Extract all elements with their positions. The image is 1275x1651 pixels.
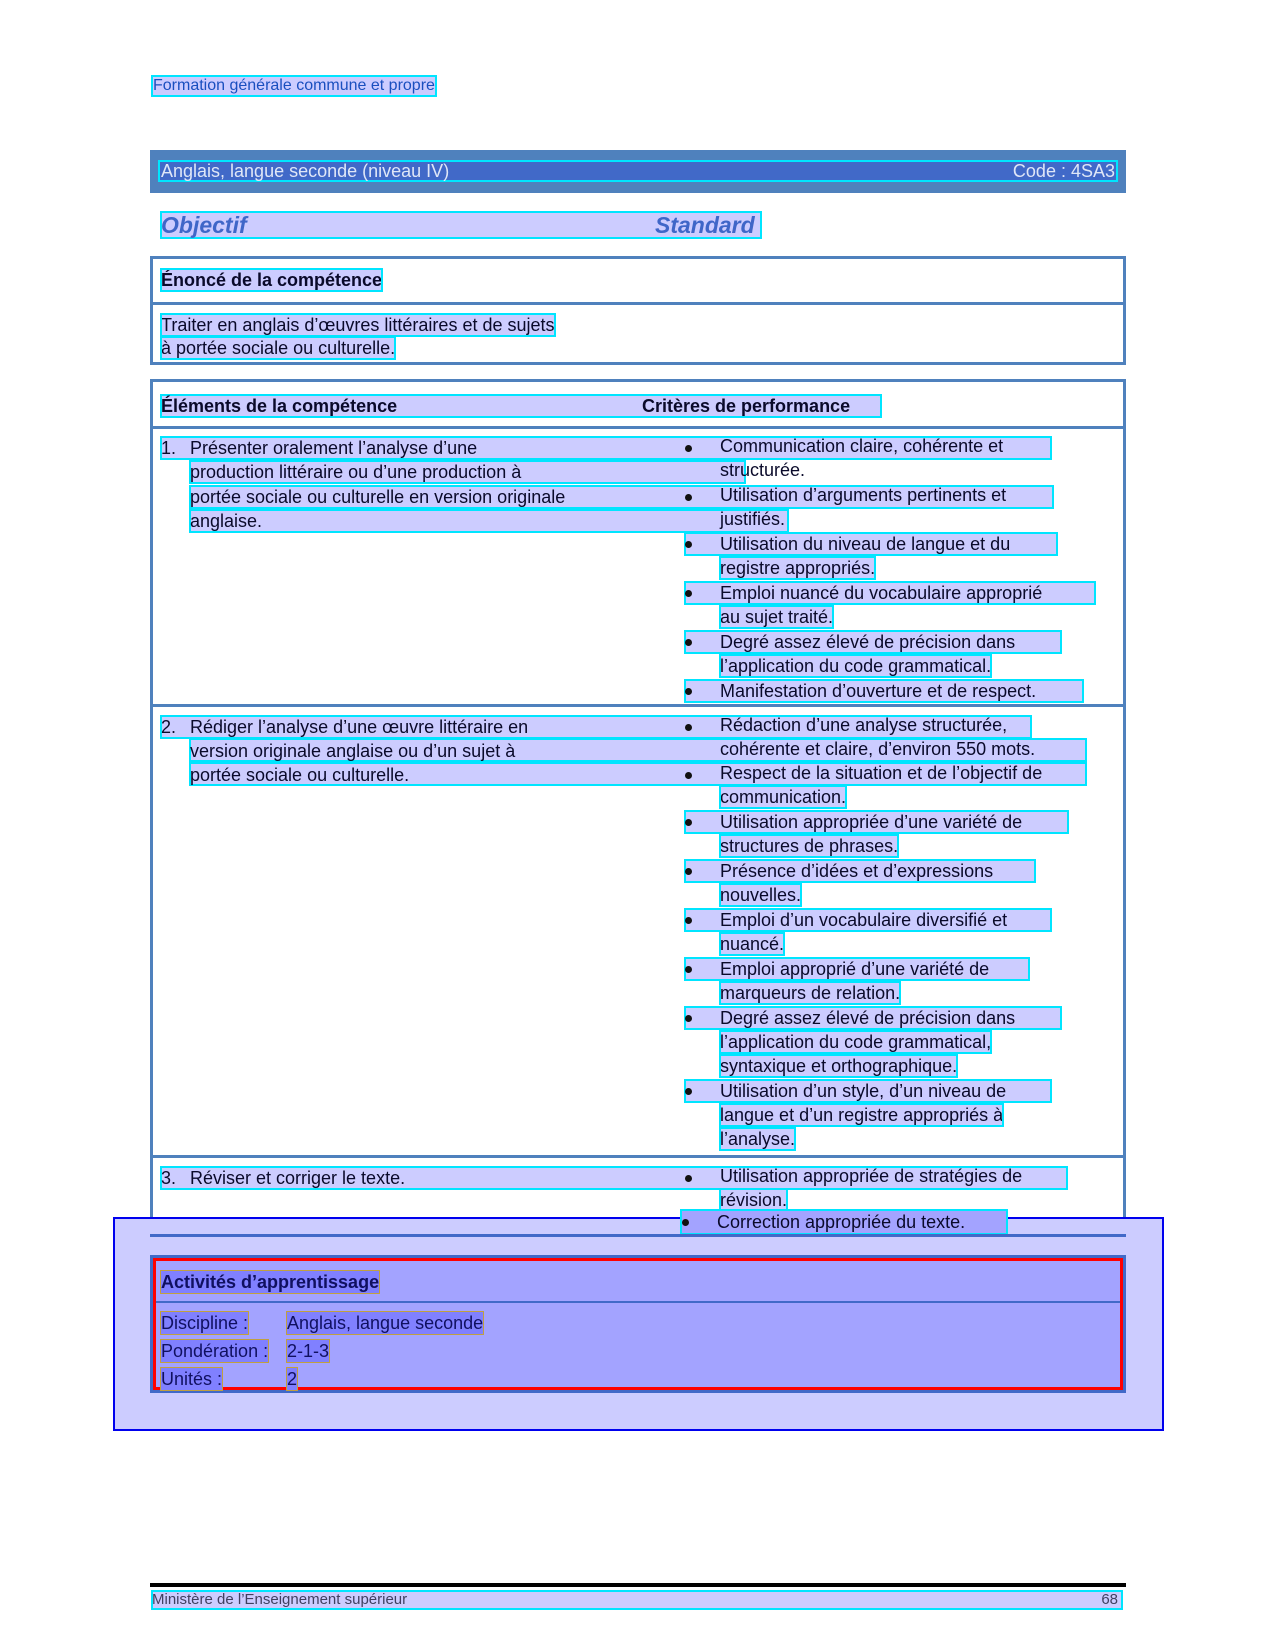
- criterion-line: Utilisation appropriée d’une variété de: [720, 812, 1023, 832]
- field-label-ponderation: Pondération :: [161, 1341, 269, 1361]
- course-code: Code : 4SA3: [1012, 161, 1115, 181]
- criterion-line: structures de phrases.: [720, 836, 899, 856]
- criterion-line: Utilisation du niveau de langue et du: [720, 534, 1011, 554]
- criterion-line: l’application du code grammatical.: [720, 656, 992, 676]
- element-line: portée sociale ou culturelle.: [190, 765, 410, 785]
- bullet-icon: [685, 590, 692, 597]
- criterion-line: Emploi approprié d’une variété de: [720, 959, 990, 979]
- objective-row: [161, 212, 761, 238]
- divider: [156, 1301, 1120, 1303]
- criterion-line: Rédaction d’une analyse structurée,: [720, 715, 1008, 735]
- objectif-label: Objectif: [161, 212, 247, 238]
- criterion-line: Degré assez élevé de précision dans: [720, 1008, 1016, 1028]
- bullet-icon: [685, 772, 692, 779]
- enonce-line: à portée sociale ou culturelle.: [161, 338, 396, 358]
- criterion-line: Présence d’idées et d’expressions: [720, 861, 994, 881]
- bullet-icon: [685, 1088, 692, 1095]
- footer-rule: [150, 1583, 1126, 1587]
- footer-ministry: Ministère de l’Enseignement supérieur: [152, 1591, 408, 1608]
- bullet-icon: [685, 445, 692, 452]
- elements-table: [150, 379, 1126, 1237]
- enonce-heading: Énoncé de la compétence: [161, 270, 383, 290]
- criterion-line: Emploi d’un vocabulaire diversifié et: [720, 910, 1008, 930]
- element-line: production littéraire ou d’une production à: [190, 462, 522, 482]
- row-highlight: [190, 510, 788, 532]
- activities-panel: [153, 1258, 1123, 1390]
- criterion-line: l’analyse.: [720, 1129, 796, 1149]
- bullet-icon: [685, 639, 692, 646]
- field-label-unites: Unités :: [161, 1369, 223, 1389]
- bullet-icon: [685, 868, 692, 875]
- element-number: 3.: [161, 1168, 177, 1188]
- criterion-line: Correction appropriée du texte.: [717, 1212, 966, 1232]
- criterion-line: justifiés.: [720, 509, 786, 529]
- field-value-discipline: Anglais, langue seconde: [287, 1313, 484, 1333]
- divider: [150, 1234, 1126, 1237]
- elements-heading: Éléments de la compétence: [161, 396, 398, 416]
- criterion-line: marqueurs de relation.: [720, 983, 901, 1003]
- criterion-line: révision.: [720, 1190, 788, 1210]
- page-header: Formation générale commune et propre: [153, 77, 435, 94]
- criterion-line: Emploi nuancé du vocabulaire approprié: [720, 583, 1043, 603]
- criterion-line: Utilisation d’arguments pertinents et: [720, 485, 1007, 505]
- bullet-icon: [685, 819, 692, 826]
- field-label-discipline: Discipline :: [161, 1313, 249, 1333]
- divider: [153, 1155, 1123, 1158]
- element-line: portée sociale ou culturelle en version originale: [190, 487, 566, 507]
- criterion-line: nuancé.: [720, 934, 785, 954]
- criterion-line: syntaxique et orthographique.: [720, 1056, 958, 1076]
- element-line: Rédiger l’analyse d’une œuvre littéraire en: [190, 717, 529, 737]
- bullet-icon: [685, 1015, 692, 1022]
- criterion-line: registre appropriés.: [720, 558, 876, 578]
- field-value-ponderation: 2-1-3: [287, 1341, 330, 1361]
- divider: [153, 704, 1123, 707]
- criteria-heading: Critères de performance: [642, 396, 851, 416]
- element-line: anglaise.: [190, 511, 263, 531]
- criterion-line: l’application du code grammatical,: [720, 1032, 992, 1052]
- bullet-icon: [685, 494, 692, 501]
- divider: [153, 302, 1123, 305]
- page-footer: [152, 1591, 1122, 1609]
- bullet-icon: [685, 724, 692, 731]
- bullet-icon: [685, 917, 692, 924]
- criterion-line: Utilisation d’un style, d’un niveau de: [720, 1081, 1007, 1101]
- element-number: 2.: [161, 717, 177, 737]
- bullet-icon: [682, 1219, 689, 1226]
- criterion-line: nouvelles.: [720, 885, 802, 905]
- bullet-icon: [685, 541, 692, 548]
- criterion-line: Manifestation d’ouverture et de respect.: [720, 681, 1037, 701]
- criterion-line: Respect de la situation et de l’objectif de: [720, 763, 1043, 783]
- enonce-line: Traiter en anglais d’œuvres littéraires et de sujets: [161, 315, 555, 335]
- criterion-line: au sujet traité.: [720, 607, 834, 627]
- bullet-icon: [685, 688, 692, 695]
- criterion-line: Communication claire, cohérente et: [720, 436, 1004, 456]
- criterion-line: cohérente et claire, d’environ 550 mots.: [720, 739, 1036, 759]
- element-line: Présenter oralement l’analyse d’une: [190, 438, 478, 458]
- criterion-line: Degré assez élevé de précision dans: [720, 632, 1016, 652]
- bullet-icon: [685, 1175, 692, 1182]
- criterion-line: Utilisation appropriée de stratégies de: [720, 1166, 1023, 1186]
- criterion-line: structurée.: [720, 460, 806, 480]
- criterion-line: communication.: [720, 787, 847, 807]
- criterion-line: langue et d’un registre appropriés à: [720, 1105, 1004, 1125]
- page-number: 68: [1101, 1591, 1118, 1608]
- bullet-icon: [685, 966, 692, 973]
- enonce-box: [150, 256, 1126, 365]
- divider: [153, 426, 1123, 429]
- activities-box: [150, 1255, 1126, 1393]
- element-line: Réviser et corriger le texte.: [190, 1168, 406, 1188]
- activities-heading: Activités d’apprentissage: [161, 1272, 380, 1292]
- course-banner: [150, 150, 1126, 193]
- element-line: version originale anglaise ou d’un sujet à: [190, 741, 516, 761]
- field-value-unites: 2: [287, 1369, 298, 1389]
- course-title: Anglais, langue seconde (niveau IV): [161, 161, 450, 181]
- standard-label: Standard: [655, 212, 755, 238]
- element-number: 1.: [161, 438, 177, 458]
